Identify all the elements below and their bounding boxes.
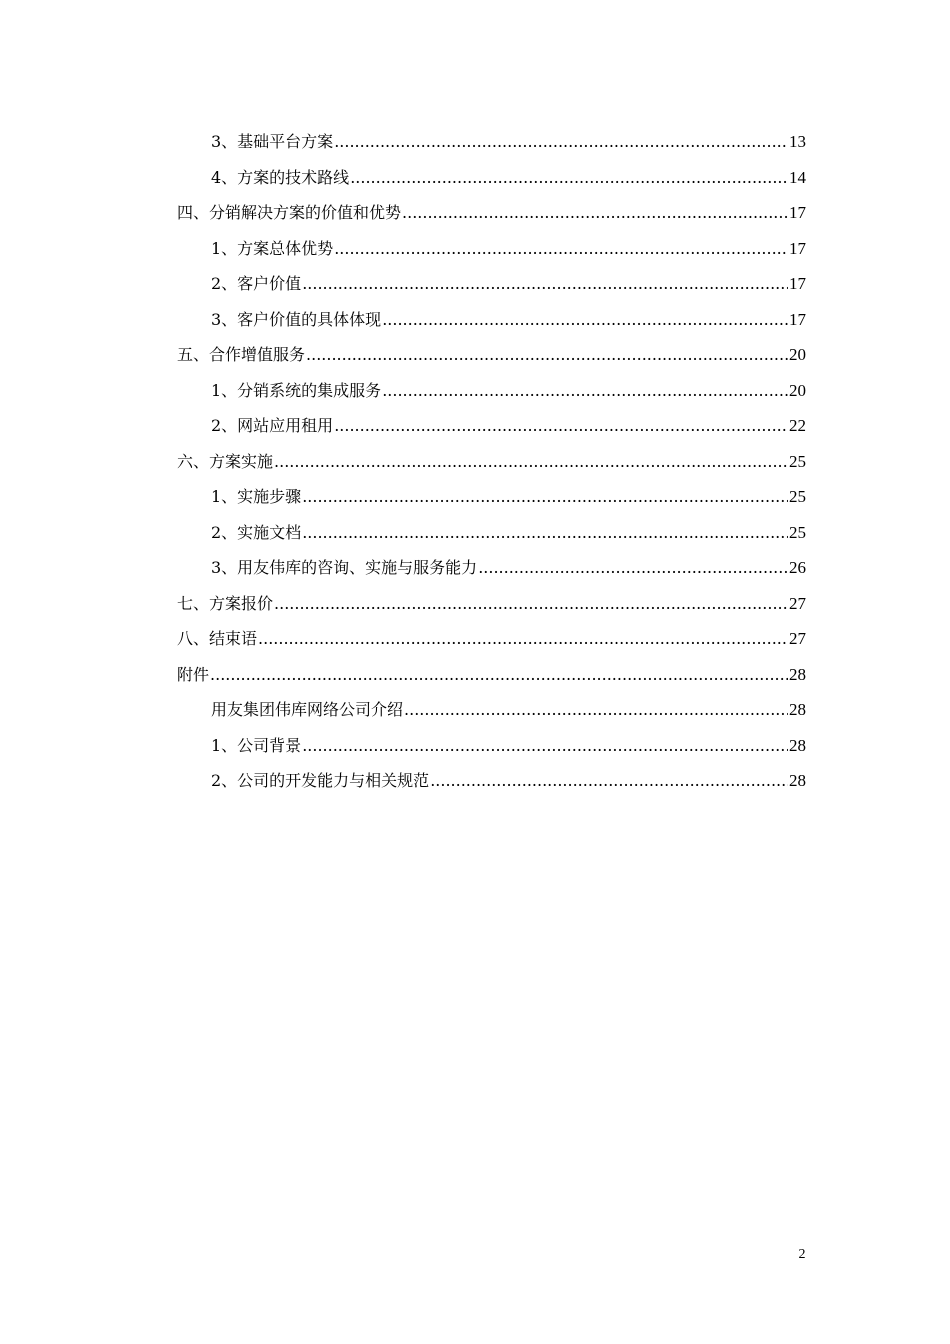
toc-dot-leader xyxy=(478,550,788,586)
toc-entry-title: 1、公司背景 xyxy=(211,735,302,755)
toc-dot-leader xyxy=(404,692,788,728)
toc-entry[interactable] xyxy=(177,337,806,373)
toc-entry-title: 3、客户价值的具体体现 xyxy=(211,309,382,329)
toc-entry-page: 13 xyxy=(789,132,806,151)
toc-entry[interactable] xyxy=(177,444,806,480)
toc-entry-title: 2、公司的开发能力与相关规范 xyxy=(211,771,430,790)
toc-entry[interactable] xyxy=(177,657,806,693)
toc-entry-title: 2、实施文档 xyxy=(211,522,302,542)
toc-entry-page: 25 xyxy=(789,522,806,542)
toc-entry[interactable] xyxy=(177,763,806,799)
toc-entry-page: 25 xyxy=(789,487,806,506)
toc-entry-title: 六、方案实施 xyxy=(177,451,274,471)
toc-entry-page: 27 xyxy=(789,593,806,613)
toc-dot-leader xyxy=(210,657,788,693)
toc-dot-leader xyxy=(258,621,788,657)
toc-dot-leader xyxy=(334,231,788,267)
toc-entry[interactable] xyxy=(177,302,806,338)
toc-entry-title: 1、实施步骤 xyxy=(211,487,302,506)
toc-entry[interactable] xyxy=(177,231,806,267)
toc-entry[interactable] xyxy=(177,124,806,160)
toc-entry-title: 3、用友伟库的咨询、实施与服务能力 xyxy=(211,558,478,577)
toc-dot-leader xyxy=(302,728,788,764)
toc-entry-title: 2、网站应用租用 xyxy=(211,416,334,435)
toc-entry[interactable] xyxy=(177,160,806,196)
toc-entry-page: 17 xyxy=(789,309,806,329)
toc-entry[interactable] xyxy=(177,373,806,409)
toc-entry-page: 20 xyxy=(789,380,806,400)
toc-dot-leader xyxy=(302,515,788,551)
toc-entry[interactable] xyxy=(177,479,806,515)
toc-dot-leader xyxy=(274,586,788,622)
toc-entry-page: 28 xyxy=(789,664,806,684)
toc-entry[interactable] xyxy=(177,550,806,586)
toc-dot-leader xyxy=(302,479,788,515)
toc-dot-leader xyxy=(334,124,788,160)
toc-entry-page: 17 xyxy=(789,203,806,222)
toc-dot-leader xyxy=(274,444,788,480)
table-of-contents xyxy=(177,124,806,799)
toc-entry-title: 1、方案总体优势 xyxy=(211,238,334,258)
toc-entry-title: 1、分销系统的集成服务 xyxy=(211,380,382,400)
toc-entry[interactable] xyxy=(177,266,806,302)
toc-entry-title: 七、方案报价 xyxy=(177,593,274,613)
page-number: 2 xyxy=(798,1247,806,1262)
toc-entry-title: 四、分销解决方案的价值和优势 xyxy=(177,203,402,222)
toc-entry-title: 3、基础平台方案 xyxy=(211,132,334,151)
toc-entry[interactable] xyxy=(177,621,806,657)
toc-entry[interactable] xyxy=(177,515,806,551)
toc-entry-page: 17 xyxy=(789,274,806,293)
toc-entry-page: 26 xyxy=(789,558,806,577)
toc-dot-leader xyxy=(382,302,788,338)
toc-entry-title: 八、结束语 xyxy=(177,629,258,648)
toc-entry[interactable] xyxy=(177,692,806,728)
toc-entry[interactable] xyxy=(177,586,806,622)
toc-dot-leader xyxy=(402,195,788,231)
toc-entry-page: 17 xyxy=(789,238,806,258)
toc-entry-page: 28 xyxy=(789,771,806,790)
toc-entry-page: 22 xyxy=(789,416,806,435)
toc-dot-leader xyxy=(302,266,788,302)
toc-dot-leader xyxy=(382,373,788,409)
toc-entry-page: 27 xyxy=(789,629,806,648)
toc-entry-page: 25 xyxy=(789,451,806,471)
toc-entry-title: 4、方案的技术路线 xyxy=(211,167,350,187)
toc-entry-page: 20 xyxy=(789,345,806,364)
toc-dot-leader xyxy=(306,337,788,373)
toc-dot-leader xyxy=(430,763,788,799)
toc-entry-title: 五、合作增值服务 xyxy=(177,345,306,364)
toc-entry-title: 用友集团伟库网络公司介绍 xyxy=(211,700,404,719)
toc-dot-leader xyxy=(334,408,788,444)
toc-entry[interactable] xyxy=(177,408,806,444)
toc-entry-page: 14 xyxy=(789,167,806,187)
toc-entry-page: 28 xyxy=(789,700,806,719)
toc-entry-title: 2、客户价值 xyxy=(211,274,302,293)
toc-dot-leader xyxy=(350,160,788,196)
toc-entry-page: 28 xyxy=(789,735,806,755)
toc-entry[interactable] xyxy=(177,195,806,231)
toc-entry-title: 附件 xyxy=(177,664,210,684)
toc-entry[interactable] xyxy=(177,728,806,764)
